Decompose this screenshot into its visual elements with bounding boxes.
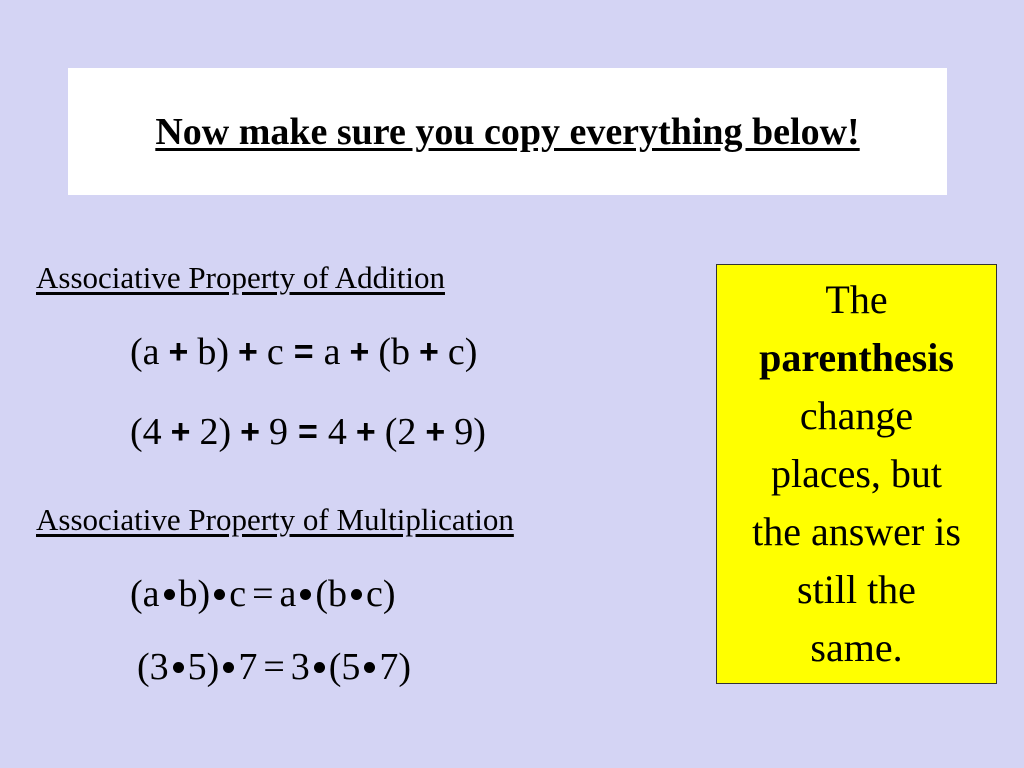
term: 7: [238, 646, 258, 688]
term: 3: [290, 646, 310, 688]
plus-sign: +: [425, 412, 446, 451]
multiplication-dot-icon: [164, 589, 175, 600]
multiplication-dot-icon: [214, 589, 225, 600]
addition-heading: Associative Property of Addition: [36, 260, 445, 295]
plus-sign: +: [238, 332, 258, 371]
multiplication-heading: Associative Property of Multiplication: [36, 502, 514, 537]
term: 9): [454, 411, 486, 453]
term: (b: [315, 573, 348, 615]
plus-sign: +: [240, 412, 261, 451]
note-line: The: [825, 277, 888, 322]
title-box: [68, 68, 947, 195]
multiplication-dot-icon: [300, 589, 311, 600]
term: 9: [269, 411, 289, 453]
term: a: [279, 573, 297, 615]
term: (2: [384, 411, 417, 453]
term: c): [366, 573, 396, 615]
term: (a: [130, 573, 160, 615]
term: 7): [379, 646, 412, 688]
multiplication-dot-icon: [314, 662, 325, 673]
multiplication-equation-numbers: [137, 645, 411, 689]
equals-sign: =: [252, 573, 274, 615]
term: b): [178, 573, 211, 615]
page-title: Now make sure you copy everything below!: [155, 110, 860, 153]
multiplication-dot-icon: [223, 662, 234, 673]
term: 5): [187, 646, 220, 688]
term: 4: [327, 411, 347, 453]
plus-sign: +: [170, 412, 191, 451]
term: b): [197, 331, 230, 373]
note-line: still the: [797, 567, 916, 612]
equals-sign: =: [263, 646, 285, 688]
term: 2): [199, 411, 232, 453]
note-line-emphasis: parenthesis: [759, 335, 954, 380]
equals-sign: =: [293, 332, 314, 371]
plus-sign: +: [355, 412, 376, 451]
term: a: [323, 331, 341, 373]
multiplication-dot-icon: [351, 589, 362, 600]
note-box: [716, 264, 997, 684]
plus-sign: +: [419, 332, 439, 371]
multiplication-dot-icon: [173, 662, 184, 673]
term: c: [266, 331, 284, 373]
note-line: change: [799, 393, 914, 438]
term: (4: [130, 411, 162, 453]
term: (b: [378, 331, 411, 373]
term: (5: [328, 646, 361, 688]
term: (a: [130, 331, 160, 373]
term: (3: [137, 646, 169, 688]
note-line: same.: [810, 625, 903, 670]
term: c): [447, 331, 478, 373]
note-line: the answer is: [752, 509, 961, 554]
multiplication-dot-icon: [364, 662, 375, 673]
term: c: [229, 573, 247, 615]
note-line: places, but: [770, 451, 943, 496]
plus-sign: +: [168, 332, 189, 371]
multiplication-equation-variables: [130, 572, 396, 616]
equals-sign: =: [298, 412, 318, 451]
plus-sign: +: [349, 332, 370, 371]
addition-equation-variables: [130, 330, 477, 374]
addition-equation-numbers: [130, 410, 486, 454]
